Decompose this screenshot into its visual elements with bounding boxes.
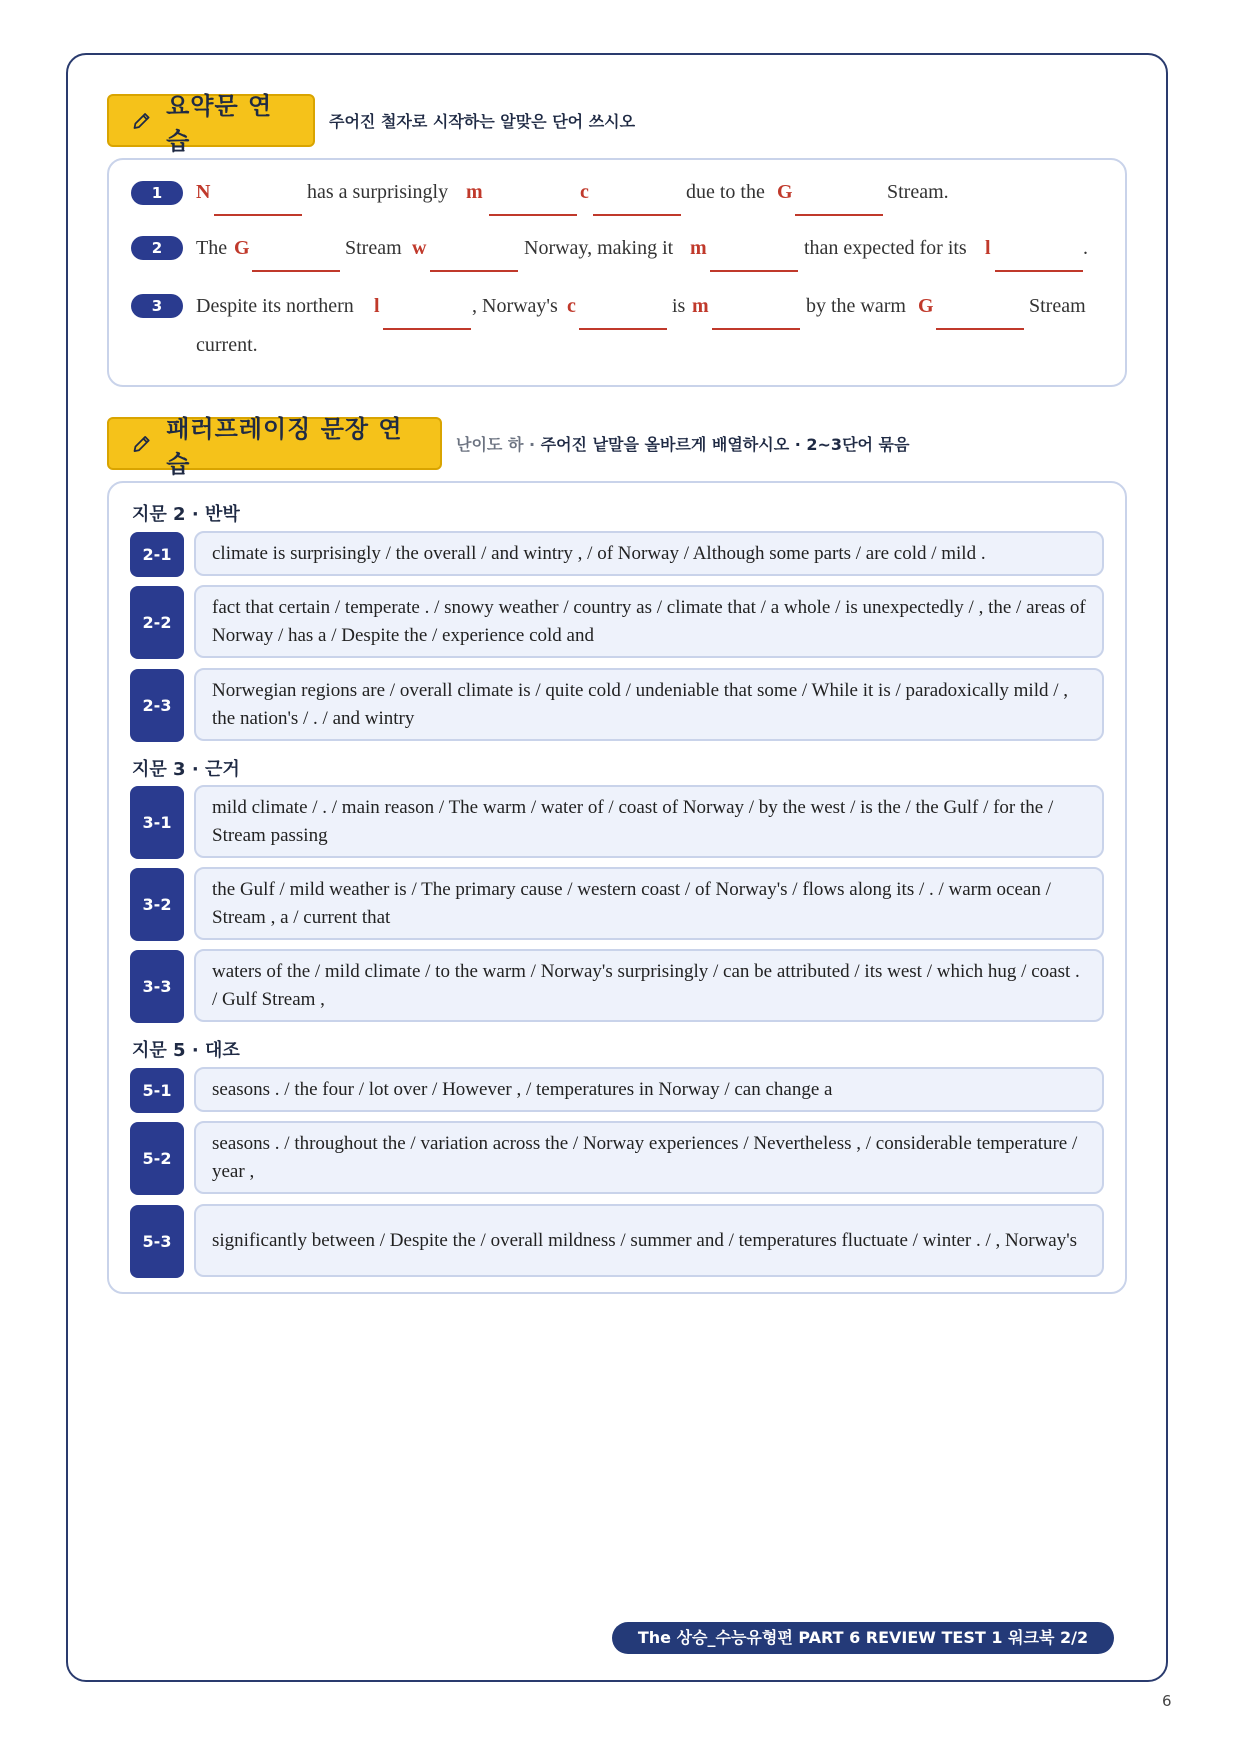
hint-letter: G: [234, 237, 250, 259]
summary-text: .: [1083, 237, 1088, 259]
passage-heading: 지문 2 · 반박: [132, 504, 240, 525]
answer-blank[interactable]: [712, 328, 800, 330]
summary-text: , Norway's: [472, 295, 558, 317]
hint-letter: m: [690, 237, 707, 259]
passage-heading: 지문 5 · 대조: [132, 1040, 240, 1061]
summary-text: has a surprisingly: [307, 181, 449, 203]
summary-text: The: [196, 237, 228, 259]
answer-blank[interactable]: [579, 328, 667, 330]
hint-letter: l: [374, 295, 380, 317]
page-number: 6: [1162, 1692, 1172, 1710]
item-label: 2-1: [130, 532, 184, 577]
item-text[interactable]: seasons . / throughout the / variation across the / Norway experiences / Nevertheless , / considerable temperature / year ,: [194, 1121, 1104, 1194]
summary-num-1: 1: [131, 181, 183, 205]
difficulty-label: 난이도 하 ·: [456, 435, 536, 454]
paraphrase-title: 패러프레이징 문장 연습: [166, 414, 403, 478]
item-label: 3-3: [130, 950, 184, 1023]
item-label: 2-2: [130, 586, 184, 659]
pencil-icon: [131, 433, 152, 455]
item-label: 2-3: [130, 669, 184, 742]
item-label: 3-1: [130, 786, 184, 859]
paraphrase-header: [107, 414, 910, 478]
answer-blank[interactable]: [795, 214, 883, 216]
hint-letter: c: [567, 295, 576, 317]
answer-blank[interactable]: [252, 270, 340, 272]
summary-instruction: 주어진 철자로 시작하는 알맞은 단어 쓰시오: [329, 112, 636, 131]
answer-blank[interactable]: [430, 270, 518, 272]
summary-box: [107, 158, 1127, 387]
item-text[interactable]: seasons . / the four / lot over / However , / temperatures in Norway / can change a: [194, 1067, 1104, 1112]
summary-text: by the warm: [806, 295, 906, 317]
item-text[interactable]: fact that certain / temperate . / snowy weather / country as / climate that / a whole / is unexpectedly / , the / areas of Norway / has a / Despite the / experience cold and: [194, 585, 1104, 658]
summary-num-3: 3: [131, 294, 183, 318]
hint-letter: l: [985, 237, 991, 259]
item-text[interactable]: mild climate / . / main reason / The warm / water of / coast of Norway / by the west / is the / the Gulf / for the / Stream passing: [194, 785, 1104, 858]
summary-num-2: 2: [131, 236, 183, 260]
item-text[interactable]: Norwegian regions are / overall climate is / quite cold / undeniable that some / While it is / paradoxically mild / , the nation's / . / and wintry: [194, 668, 1104, 741]
answer-blank[interactable]: [710, 270, 798, 272]
hint-letter: w: [412, 237, 427, 259]
hint-letter: G: [777, 181, 793, 203]
item-text[interactable]: waters of the / mild climate / to the warm / Norway's surprisingly / can be attributed / its west / which hug / coast . / Gulf Stream ,: [194, 949, 1104, 1022]
summary-text: Despite its northern: [196, 295, 354, 317]
item-label: 3-2: [130, 868, 184, 941]
summary-text: Norway, making it: [524, 237, 674, 259]
item-text[interactable]: significantly between / Despite the / overall mildness / summer and / temperatures fluctuate / winter . / , Norway's: [194, 1204, 1104, 1277]
summary-header: [107, 91, 636, 155]
summary-text: than expected for its: [804, 237, 967, 259]
summary-text: Stream: [1029, 295, 1086, 317]
summary-text: current.: [196, 334, 258, 356]
answer-blank[interactable]: [995, 270, 1083, 272]
item-text[interactable]: the Gulf / mild weather is / The primary cause / western coast / of Norway's / flows along its / . / warm ocean / Stream , a / current that: [194, 867, 1104, 940]
summary-title: 요약문 연습: [166, 91, 273, 155]
item-label: 5-1: [130, 1068, 184, 1113]
summary-text: is: [672, 295, 686, 317]
passage-heading: 지문 3 · 근거: [132, 759, 240, 780]
hint-letter: N: [196, 181, 211, 203]
answer-blank[interactable]: [383, 328, 471, 330]
answer-blank[interactable]: [593, 214, 681, 216]
summary-tag: [107, 91, 315, 155]
paraphrase-tag: [107, 414, 442, 478]
footer-label: The 상승_수능유형편 PART 6 REVIEW TEST 1 워크북 2/2: [612, 1622, 1114, 1654]
pencil-icon: [131, 110, 152, 132]
answer-blank[interactable]: [936, 328, 1024, 330]
summary-text: Stream.: [887, 181, 949, 203]
answer-blank[interactable]: [489, 214, 577, 216]
hint-letter: c: [580, 181, 589, 203]
summary-text: due to the: [686, 181, 765, 203]
hint-letter: G: [918, 295, 934, 317]
hint-letter: m: [692, 295, 709, 317]
item-label: 5-3: [130, 1205, 184, 1278]
item-label: 5-2: [130, 1122, 184, 1195]
paraphrase-instruction: [456, 432, 909, 455]
summary-text: Stream: [345, 237, 402, 259]
item-text[interactable]: climate is surprisingly / the overall / and wintry , / of Norway / Although some parts / are cold / mild .: [194, 531, 1104, 576]
answer-blank[interactable]: [214, 214, 302, 216]
hint-letter: m: [466, 181, 483, 203]
paraphrase-instruction-text: 주어진 낱말을 올바르게 배열하시오 · 2~3단어 묶음: [540, 435, 910, 454]
